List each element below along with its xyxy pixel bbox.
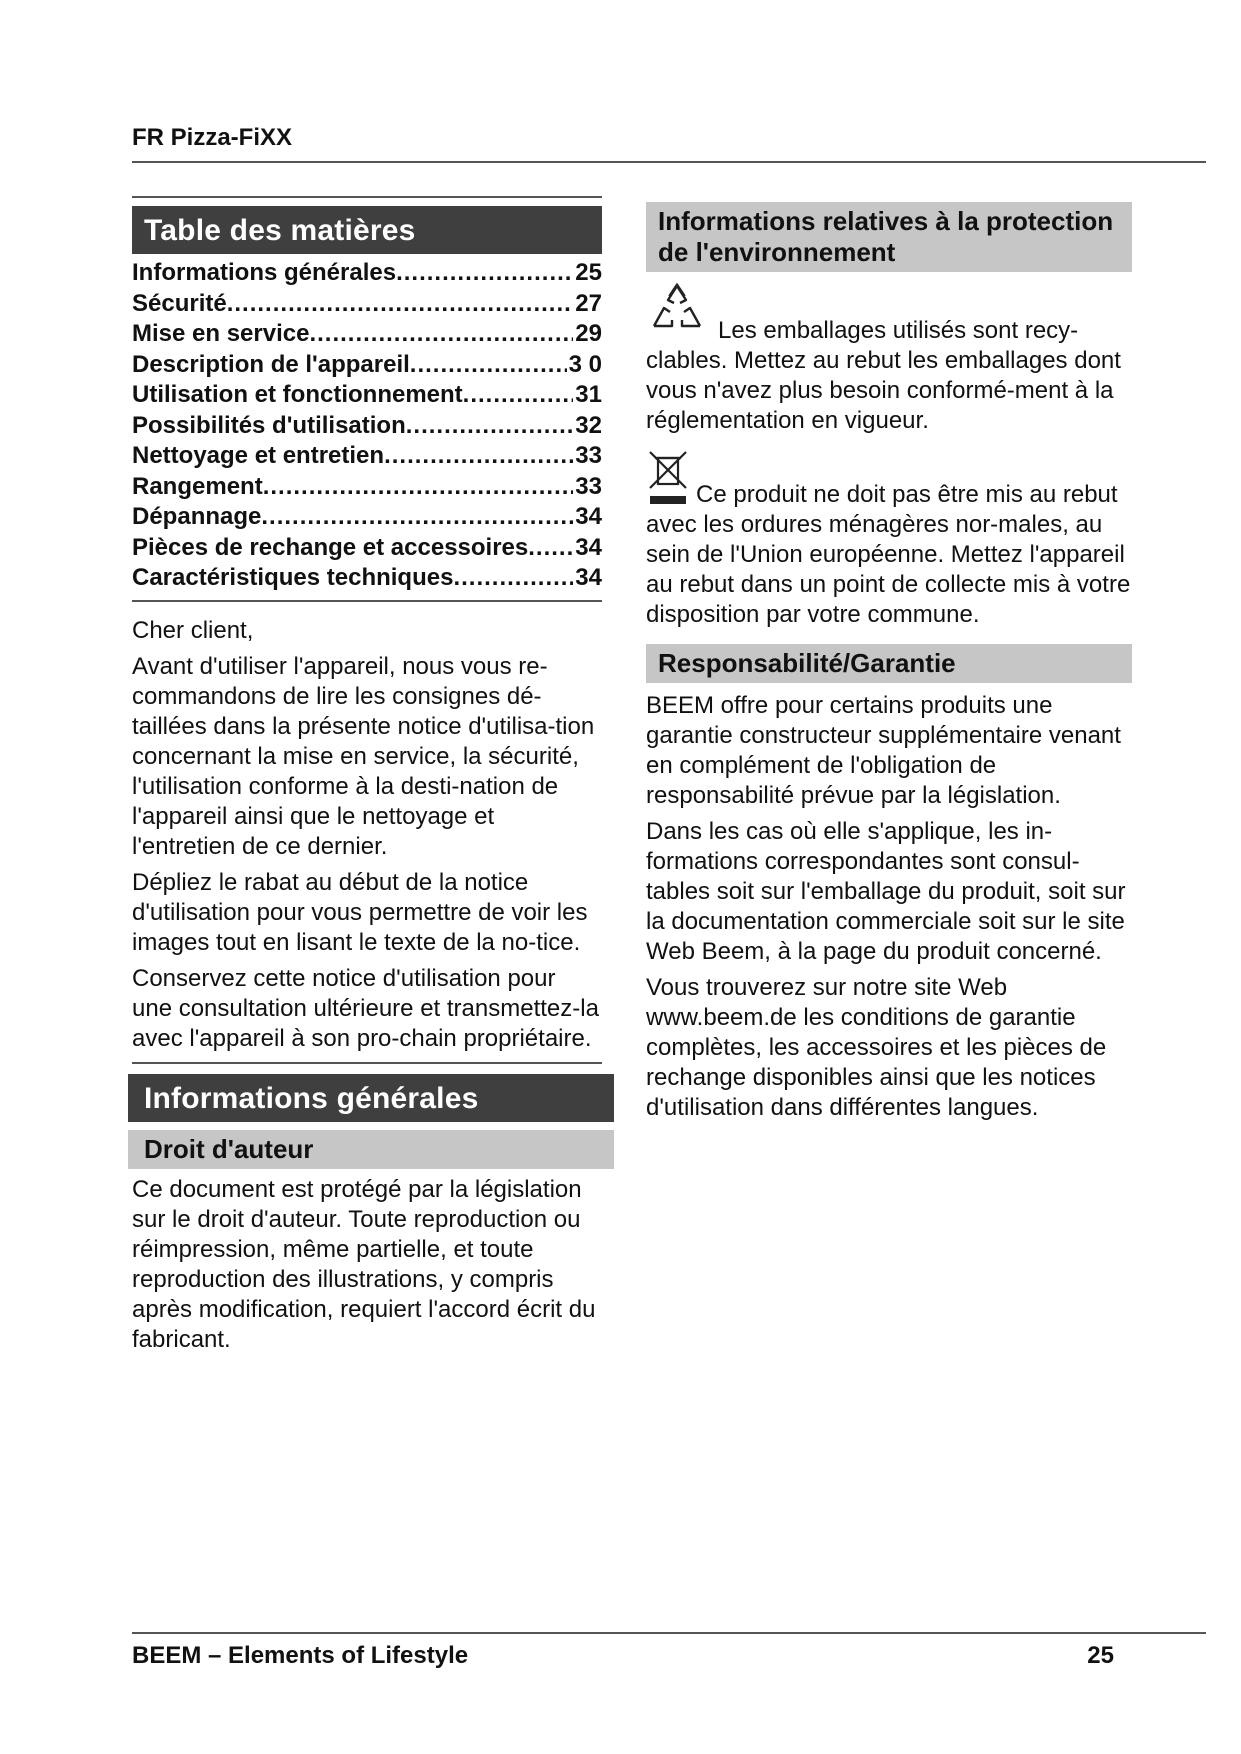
toc-entry[interactable] <box>132 502 602 533</box>
toc-entry-page: 34 <box>575 503 602 530</box>
toc-entry[interactable] <box>132 380 602 411</box>
intro-greeting: Cher client, <box>132 616 254 644</box>
warranty-paragraph-1: BEEM offre pour certains produits une garantie constructeur supplémentaire venant en complément de l'obligation de responsabilité prévue par la législation. <box>646 692 1121 809</box>
toc-entry-label: Mise en service <box>132 320 310 347</box>
toc-entry-page: 34 <box>575 564 602 591</box>
weee-block <box>646 450 1132 630</box>
section-heading-environment: Informations relatives à la protection de l'environnement <box>646 202 1132 272</box>
toc-entry-page: 29 <box>575 320 602 347</box>
toc-entry-page: 33 <box>575 442 602 469</box>
toc-entry-label: Sécurité <box>132 289 227 317</box>
intro-paragraph-2: Dépliez le rabat au début de la notice d'utilisation pour vous permettre de voir les images tout en lisant le texte de la no-tice. <box>132 868 588 956</box>
toc-entry[interactable] <box>132 441 602 472</box>
crossed-bin-icon <box>646 448 690 511</box>
toc-entry-label: Possibilités d'utilisation <box>132 411 406 439</box>
toc-entry-page: 32 <box>575 411 602 439</box>
toc-entry-label: Pièces de rechange et accessoires <box>132 533 529 561</box>
intro-bottom-rule <box>132 1062 602 1064</box>
toc-entry[interactable] <box>132 350 602 381</box>
toc-entry[interactable] <box>132 411 602 442</box>
warranty-paragraph-3: Vous trouverez sur notre site Web www.beem.de les conditions de garantie complètes, les accessoires et les pièces de rechange disponibles ainsi que les notices d'utilisation dans différentes langues. <box>646 974 1107 1121</box>
toc-entry-page: 3 0 <box>568 350 602 378</box>
toc-entry-label: Informations générales <box>132 259 397 286</box>
toc-entry-label: Rangement <box>132 472 263 500</box>
footer-divider <box>132 1632 1206 1634</box>
toc-bottom-rule <box>132 600 602 602</box>
toc-entry-page: 33 <box>575 472 602 500</box>
toc-top-rule <box>132 196 602 198</box>
toc-entry[interactable] <box>132 533 602 564</box>
toc-heading: Table des matières <box>132 206 602 254</box>
footer-brand: BEEM – Elements of Lifestyle <box>132 1642 469 1669</box>
toc-entry-page: 25 <box>575 259 602 286</box>
toc-entry-label: Nettoyage et entretien <box>132 442 385 469</box>
intro-paragraph-1: Avant d'utiliser l'appareil, nous vous re-commandons de lire les consignes dé-taillées dans la présente notice d'utilisa-tion concernant la mise en service, la sécurité, l'utilisation conforme à la desti-nation de l'appareil ainsi que le nettoyage et l'entretien de ce dernier. <box>132 652 595 860</box>
toc-entry-label: Utilisation et fonctionnement <box>132 381 463 408</box>
right-column <box>646 202 1132 1123</box>
recycle-icon <box>646 282 708 345</box>
warranty-paragraph-2: Dans les cas où elle s'applique, les in-formations correspondantes sont consul-tables soit sur l'emballage du produit, soit sur la documentation commerciale soit sur le site Web Beem, à la page du produit concerné. <box>646 818 1126 965</box>
toc-entry[interactable] <box>132 563 602 594</box>
running-header: FR Pizza-FiXX <box>132 124 293 151</box>
subsection-heading-copyright: Droit d'auteur <box>128 1130 614 1169</box>
section-heading-warranty: Responsabilité/Garantie <box>646 644 1132 683</box>
toc-entry-page: 27 <box>575 289 602 317</box>
header-divider <box>132 161 1206 163</box>
toc-entry-label: Dépannage <box>132 503 262 530</box>
toc-entry-page: 31 <box>575 381 602 408</box>
toc-entry[interactable] <box>132 319 602 350</box>
toc-list <box>132 258 602 594</box>
section-heading-general: Informations générales <box>128 1074 614 1122</box>
copyright-paragraph: Ce document est protégé par la législation sur le droit d'auteur. Toute reproduction ou réimpression, même partielle, et toute reproduction des illustrations, y compris après modification, requiert l'accord écrit du fabricant. <box>132 1175 596 1353</box>
weee-paragraph: Ce produit ne doit pas être mis au rebut avec les ordures ménagères nor-males, au sein de l'Union européenne. Mettez l'appareil au rebut dans un point de collecte mis à votre disposition par votre commune. <box>646 481 1131 628</box>
toc-entry[interactable] <box>132 472 602 503</box>
left-column <box>132 196 602 1355</box>
toc-entry-page: 34 <box>575 533 602 561</box>
page-number: 25 <box>1087 1642 1114 1669</box>
toc-entry[interactable] <box>132 289 602 320</box>
recycle-paragraph: Les emballages utilisés sont recy-clables. Mettez au rebut les emballages dont vous n'avez plus besoin conformé-ment à la réglementation en vigueur. <box>646 317 1121 434</box>
toc-entry-label: Caractéristiques techniques <box>132 564 454 591</box>
recycle-block <box>646 290 1132 436</box>
intro-paragraph-3: Conservez cette notice d'utilisation pour une consultation ultérieure et transmettez-la avec l'appareil à son pro-chain propriétaire. <box>132 964 599 1052</box>
toc-entry-label: Description de l'appareil <box>132 350 410 378</box>
toc-entry[interactable] <box>132 258 602 289</box>
